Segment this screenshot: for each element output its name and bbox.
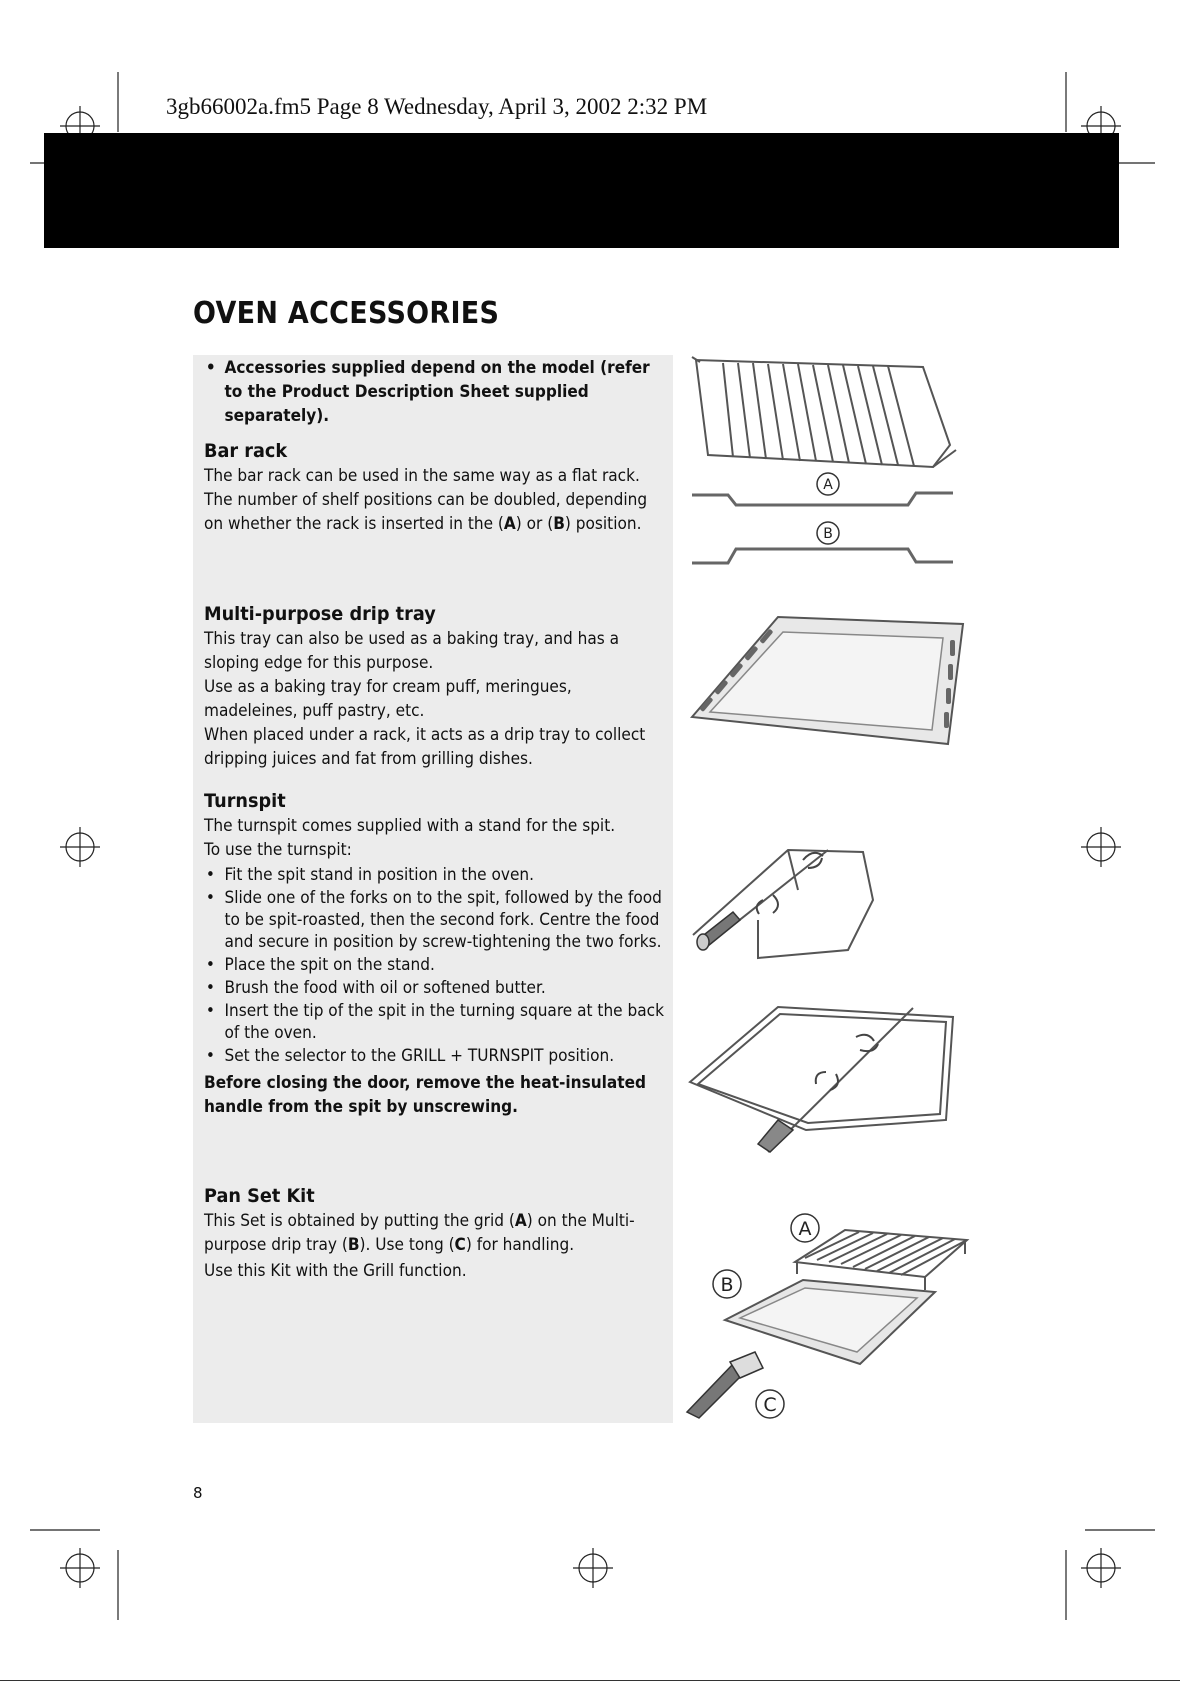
- bottom-rule: [0, 1680, 1180, 1681]
- pan-set-heading: Pan Set Kit: [204, 1185, 315, 1207]
- pan-set-illustration: [685, 1212, 970, 1422]
- turnspit-p2: To use the turnspit:: [204, 840, 352, 859]
- bar-rack-illustration: [688, 355, 963, 575]
- drip-tray-p1: This tray can also be used as a baking tray, and has a sloping edge for this purpose.: [204, 629, 620, 672]
- rack-label-b: B: [823, 526, 833, 542]
- print-header: 3gb66002a.fm5 Page 8 Wednesday, April 3, 2002 2:32 PM: [166, 94, 708, 119]
- turnspit-step: • Fit the spit stand in position in the oven.: [204, 864, 669, 886]
- pan-label-b: B: [720, 1274, 734, 1296]
- pan-set-p2: Use this Kit with the Grill function.: [204, 1261, 467, 1280]
- turnspit-warning: Before closing the door, remove the heat-insulated handle from the spit by unscrewing.: [204, 1073, 646, 1116]
- drip-tray-section: [204, 601, 669, 771]
- pan-label-a: A: [798, 1218, 812, 1240]
- rack-label-a: A: [823, 477, 833, 493]
- drip-tray-p2: Use as a baking tray for cream puff, meringues, madeleines, puff pastry, etc.: [204, 677, 572, 720]
- page-title: OVEN ACCESSORIES: [193, 296, 500, 331]
- turnspit-steps: [204, 864, 669, 1067]
- intro-bullet: • Accessories supplied depend on the model (refer to the Product Description Sheet supplied separately).: [204, 356, 669, 428]
- pan-set-p1: This Set is obtained by putting the grid (A) on the Multi-purpose drip tray (B). Use tong (C) for handling.: [204, 1211, 635, 1254]
- bar-rack-line1: The bar rack can be used in the same way as a flat rack.: [204, 466, 640, 485]
- pan-set-section: [204, 1183, 669, 1283]
- turnspit-rack-illustration: [688, 1002, 963, 1157]
- bar-rack-section: [204, 438, 669, 536]
- drip-tray-heading: Multi-purpose drip tray: [204, 603, 436, 625]
- header-band: [44, 133, 1119, 248]
- turnspit-heading: Turnspit: [204, 790, 286, 812]
- turnspit-step: • Insert the tip of the spit in the turning square at the back of the oven.: [204, 1000, 669, 1044]
- drip-tray-p3: When placed under a rack, it acts as a drip tray to collect dripping juices and fat from grilling dishes.: [204, 725, 646, 768]
- turnspit-p1: The turnspit comes supplied with a stand for the spit.: [204, 816, 616, 835]
- turnspit-section: [204, 788, 669, 1119]
- pan-label-c: C: [763, 1394, 777, 1416]
- bar-rack-line2: The number of shelf positions can be doubled, depending on whether the rack is inserted in the (A) or (B) position.: [204, 490, 648, 533]
- intro-section: [204, 356, 669, 429]
- drip-tray-illustration: [688, 612, 968, 752]
- bar-rack-heading: Bar rack: [204, 440, 288, 462]
- turnspit-stand-illustration: [688, 840, 888, 970]
- page-number: 8: [193, 1484, 203, 1502]
- turnspit-step: • Slide one of the forks on to the spit, followed by the food to be spit-roasted, then the second fork. Centre the food and secure in position by screw-tightening the two forks.: [204, 887, 669, 953]
- turnspit-step: • Brush the food with oil or softened butter.: [204, 977, 669, 999]
- turnspit-step: • Place the spit on the stand.: [204, 954, 669, 976]
- turnspit-step: • Set the selector to the GRILL + TURNSPIT position.: [204, 1045, 669, 1067]
